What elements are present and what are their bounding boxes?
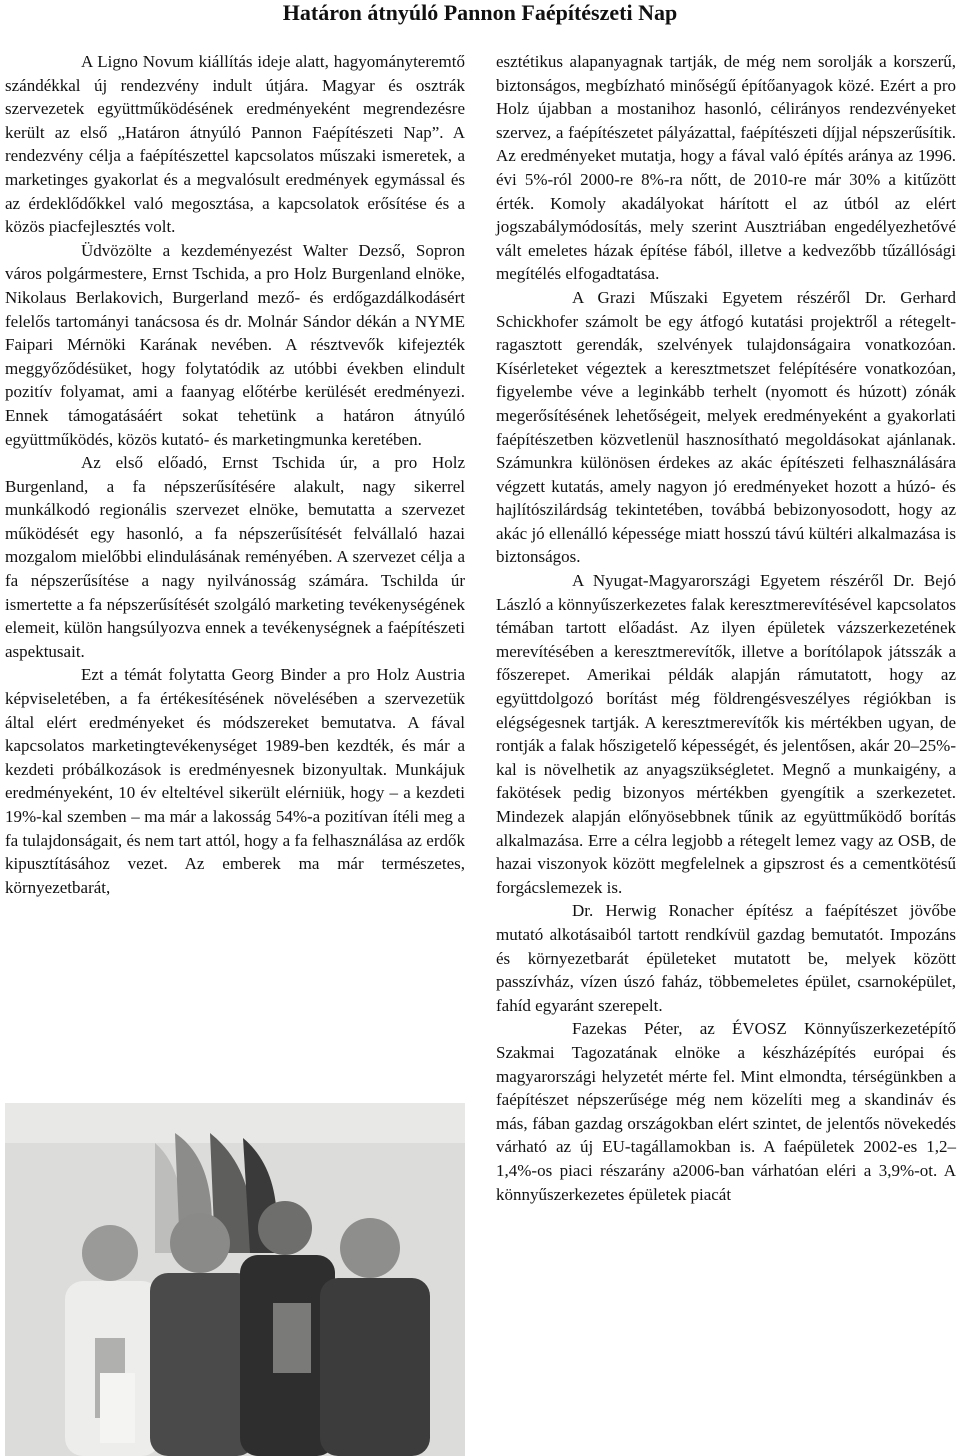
paragraph: esztétikus alapanyagnak tartják, de még nem sorolják a korszerű, biztonságos, megbízható minőségű építőanyagok közé. Ezért a pro Holz újabban a mostanihoz hasonló, célirányos rendezvényeket szervez, a faépítészetet pályázattal, faépítészeti díjjal népszerűsítik. Az eredményeket mutatja, hogy a fával való építés aránya az 1996. évi 5%-ról 2000-re 8%-ra nőtt, de 2010-re már 30% a kitűzött érték. Komoly akadályokat hárított el az útból az elért jogszabálymódosítás, mely szerint Ausztriában engedélyezhetővé vált emeletes házak építése fából, illetve a kedvezőbb tűzállósági megítélés elfogadtatása. [496,52,956,284]
paragraph: Ezt a témát folytatta Georg Binder a pro Holz Austria képviseletében, a fa értékesítésének növelésében a szervezetük által elért eredményeket és módszereket bemutatva. A fával kapcsolatos marketingtevékenységet 1989-ben kezdték, és már a kezdeti próbálkozások is eredményesnek bizonyultak. Munkájuk eredményeként, 10 év elteltével sikerült elérniük, hogy – a kezdeti 19%-kal szemben – ma már a lakosság 54%-a pozitívan ítéli meg a fa tulajdonságait, és nem tart attól, hogy a fa felhasználása az erdők kipusztításához vezet. Az emberek ma már természetes, környezetbarát, [5,665,465,897]
left-column [5,50,465,899]
article-title: Határon átnyúló Pannon Faépítészeti Nap [282,0,678,25]
paragraph: Fazekas Péter, az ÉVOSZ Könnyűszerkezetépítő Szakmai Tagozatának elnöke a készházépítés európai és magyarországi helyzetét mérte fel. Mint elmondta, térségünkben a faépítészet népszerűsége még nem közelíti meg a skandináv és más, fában gazdag országokban elért szintet, de jelentős növekedés várható az új EU-tagállamokban is. A faépületek 2002-es 1,2–1,4%-os piaci részarány a2006-ban várhatóan eléri a 3,9%-ot. A könnyűszerkezetes épületek piacát [496,1019,956,1204]
paragraph: Az első előadó, Ernst Tschida úr, a pro Holz Burgenland, a fa népszerűsítésére alakult, nagy sikerrel munkálkodó regionális szervezet elnöke, bemutatta a szervezet működését egy hasonló, a fa népszerűsítését felvállaló hazai mozgalom mielőbbi elindulásának reményében. A szervezet célja a fa népszerűsítése a nagy nyilvánosság számára. Tschilda úr ismertette a fa népszerűsítését szolgáló marketing tevékenységének elemeit, külön hangsúlyozva ennek a tevékenységnek a faépítészeti aspektusait. [5,453,465,661]
group-photo [5,1103,465,1456]
right-column [496,50,956,1206]
paragraph: A Ligno Novum kiállítás ideje alatt, hagyományteremtő szándékkal új rendezvény indult útjára. Magyar és osztrák szervezetek együttműködésének eredményeként megrendezésre került az első „Határon átnyúló Pannon Faépítészeti Nap”. A rendezvény célja a faépítészettel kapcsolatos műszaki ismeretek, a marketinges gyakorlat és a megvalósult eredmények egymással és az érdeklődőkkel való megosztása, a kapcsolatok erősítése és a közös piacfejlesztés volt. [5,52,465,237]
paragraph: A Nyugat-Magyarországi Egyetem részéről Dr. Bejó László a könnyűszerkezetes falak keresztmerevítésével kapcsolatos témában tartott előadást. Az ilyen épületek vázszerkezetének merevítésében a keresztmerevítők, illetve a borítólapok játsszák a főszerepet. Amerikai példák alapján rámutatott, hogy az együttdolgozó borítást még földrengésveszélyes régiókban is elégségesnek tartják. A keresztmerevítők kis mértékben ugyan, de rontják a falak hőszigetelő képességét, és jelentősen, akár 20–25%-kal is növelhetik az anyagszükségletet. Megnő a munkaigény, a fakötések pedig bizonyos mértékben gyengítik a szerkezetet. Mindezek alapján előnyösebbnek tűnik az együttműködő borítás alkalmazása. Erre a célra legjobb a rétegelt lemez vagy az OSB, de hazai viszonyok között megfelelnek a gipszrost és a cementkötésű forgácslemezek is. [496,571,956,897]
group-photo-image [5,1103,465,1456]
paragraph: Üdvözölte a kezdeményezést Walter Dezső, Sopron város polgármestere, Ernst Tschida, a pro Holz Burgenland elnöke, Nikolaus Berlakovich, Burgerland mező- és erdőgazdálkodásért felelős tartományi tanácsosa és dr. Molnár Sándor dékán a NYME Faipari Mérnöki Karának nevében. A résztvevők kifejezték meggyőződésüket, hogy folytatódik az utóbbi években elindult pozitív folyamat, ami a faanyag előtérbe kerülését eredményezi. Ennek támogatásáért sokat tehetünk a határon átnyúló együttműködés, közös kutató- és marketingmunka keretében. [5,240,465,449]
paragraph: A Grazi Műszaki Egyetem részéről Dr. Gerhard Schickhofer számolt be egy átfogó kutatási projektről a rétegelt-ragasztott gerendák, szelvények tulajdonságaira vonatkozóan. Kísérleteket végeztek a keresztmetszet felépítésére vonatkozóan, figyelembe véve a leginkább terhelt (nyomott és húzott) zónák megerősítésének lehetőségeit, melyek eredményeként a gyakorlati faépítészetben közvetlenül hasznosítható megoldásokat ajánlanak. Számunkra különösen érdekes az akác építészeti felhasználására végzett kutatás, amely nagyon jó eredményeket hozott a húzó- és hajlítószilárdság tekintetében, továbbá bebizonyosodott, hogy az akác jó ellenálló képessége miatt hosszú távú kültéri alkalmazása is biztonságos. [496,287,956,567]
paragraph: Dr. Herwig Ronacher építész a faépítészet jövőbe mutató alkotásaiból tartott rendkívül gazdag bemutatót. Impozáns és környezetbarát épületeket mutatott be, melyek között passzívház, vízen úszó faház, többemeletes épület, csarnoképület, fahíd egyaránt szerepelt. [496,901,956,1015]
